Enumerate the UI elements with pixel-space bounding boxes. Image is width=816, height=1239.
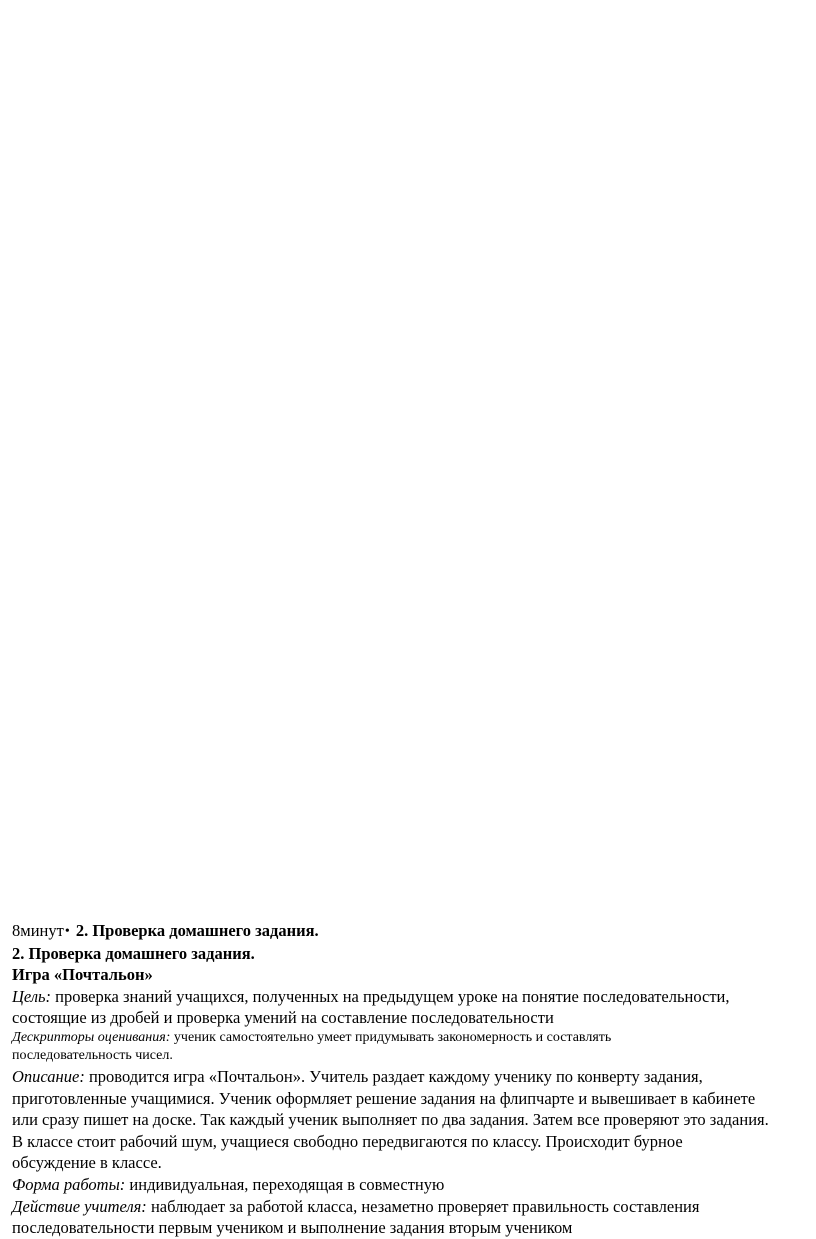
descriptors-text-1: ученик самостоятельно умеет придумывать закономерность и составлять	[170, 1029, 612, 1045]
goal-text-2: состоящие из дробей и проверка умений на составление последовательности	[12, 1008, 554, 1028]
description-text-5: обсуждение в классе.	[12, 1153, 162, 1173]
section-heading: 2. Проверка домашнего задания.	[12, 943, 255, 963]
descriptors-label: Дескрипторы оценивания:	[12, 1029, 171, 1045]
time-label: 8минут	[12, 921, 64, 940]
section-heading-inline: 2. Проверка домашнего задания.	[71, 921, 319, 940]
description-line-1	[12, 1066, 806, 1088]
description-label: Описание:	[12, 1066, 85, 1086]
work-form-label: Форма работы:	[12, 1174, 126, 1194]
time-heading-line	[12, 920, 806, 943]
goal-text-1: проверка знаний учащихся, полученных на предыдущем уроке на понятие последовательности,	[51, 986, 730, 1006]
teacher-action-label: Действие учителя:	[12, 1196, 147, 1216]
goal-label: Цель:	[12, 986, 52, 1006]
descriptors-line-1	[12, 1029, 806, 1048]
game-title: Игра «Почтальон»	[12, 965, 153, 985]
description-text-4: В классе стоит рабочий шум, учащиеся свободно передвигаются по классу. Происходит бурное	[12, 1131, 683, 1151]
teacher-action-line-1	[12, 1196, 806, 1218]
document-content	[12, 920, 806, 1239]
work-form-text: индивидуальная, переходящая в совместную	[125, 1174, 445, 1194]
work-form-line	[12, 1174, 806, 1196]
description-text-1: проводится игра «Почтальон». Учитель раздает каждому ученику по конверту задания,	[84, 1066, 703, 1086]
bullet-icon: •	[64, 924, 70, 939]
goal-line-1	[12, 986, 806, 1008]
teacher-action-text-1: наблюдает за работой класса, незаметно проверяет правильность составления	[146, 1196, 700, 1216]
teacher-action-text-2: последовательности первым учеником и выполнение задания вторым учеником	[12, 1218, 573, 1238]
description-text-2: приготовленные учащимися. Ученик оформляет решение задания на флипчарте и вывешивает в кабинете	[12, 1088, 756, 1108]
description-text-3: или сразу пишет на доске. Так каждый ученик выполняет по два задания. Затем все проверяют это задания.	[12, 1110, 769, 1130]
descriptors-text-2: последовательность чисел.	[12, 1048, 173, 1064]
